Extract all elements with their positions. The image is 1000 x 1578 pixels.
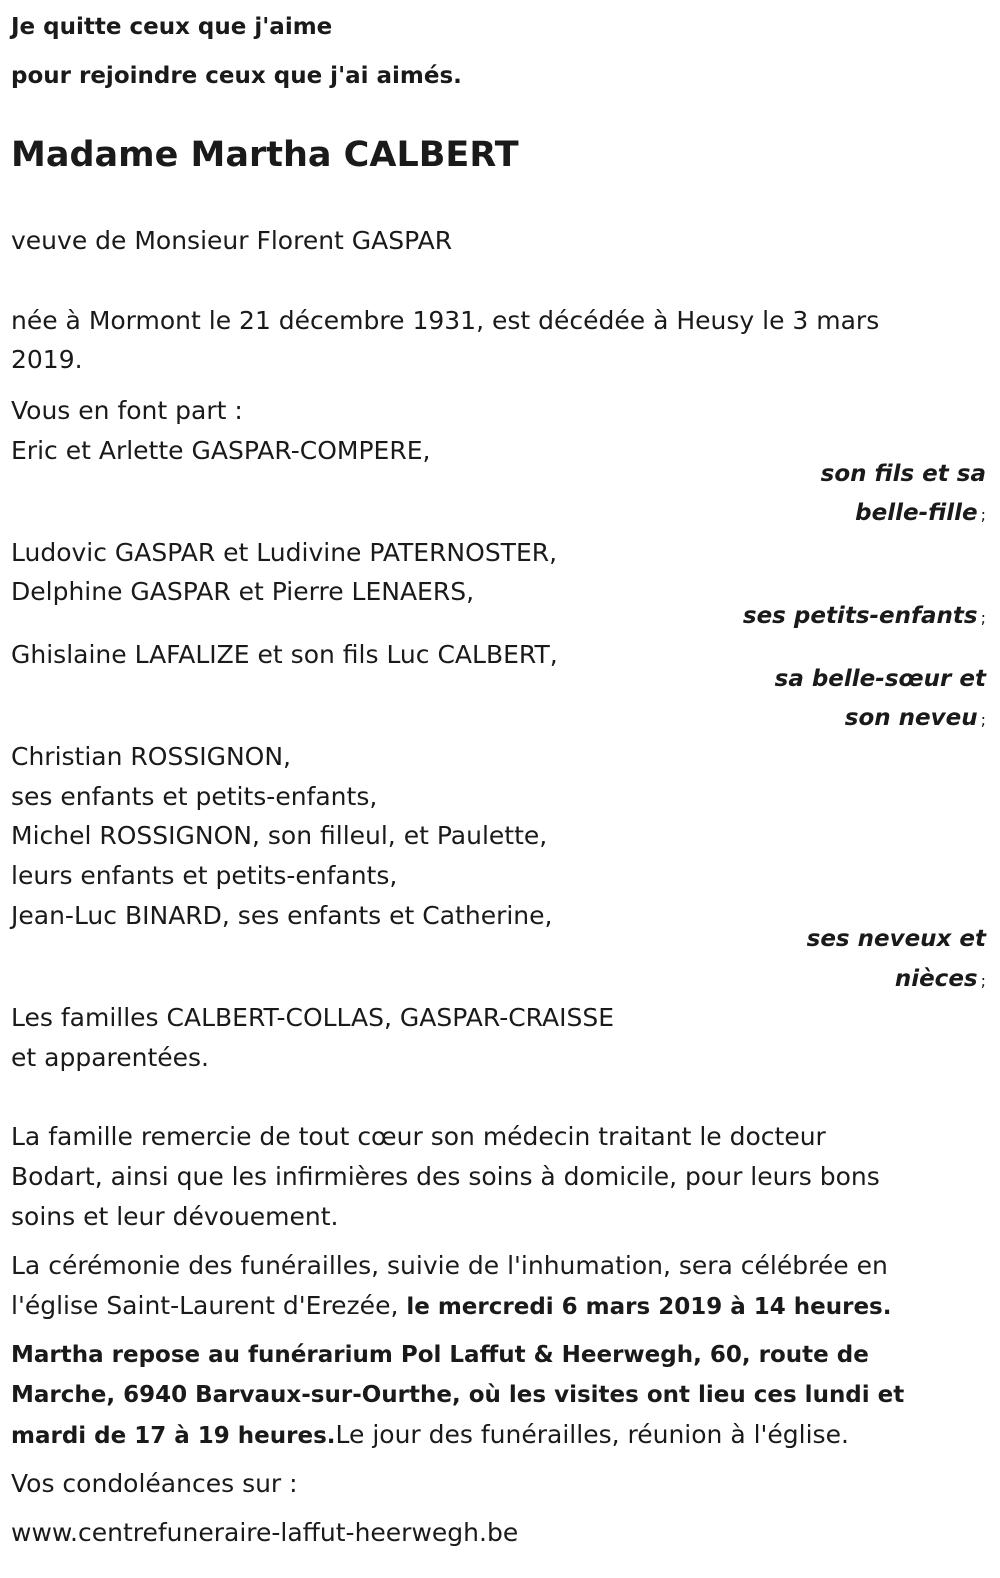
thanks-line-2: Bodart, ainsi que les infirmières des soins à domicile, pour leurs bons [11, 1162, 880, 1191]
nephews-relation-line-2 [895, 964, 986, 996]
son-names: Eric et Arlette GASPAR-COMPERE, [11, 436, 431, 465]
grandchild-names-2: Delphine GASPAR et Pierre LENAERS, [11, 577, 475, 606]
nephews-names-5: Jean-Luc BINARD, ses enfants et Catherine, [11, 901, 553, 930]
ceremony-line-1: La cérémonie des funérailles, suivie de l'inhumation, sera célébrée en [11, 1251, 888, 1280]
funeral-day-note: Le jour des funérailles, réunion à l'église. [335, 1420, 849, 1449]
grandchildren-relation [743, 601, 986, 633]
grandchild-names-1: Ludovic GASPAR et Ludivine PATERNOSTER, [11, 538, 558, 567]
thanks-line-3: soins et leur dévouement. [11, 1202, 339, 1231]
sister-in-law-relation-text: son neveu [844, 705, 978, 731]
epigraph-line-1: Je quitte ceux que j'aime [11, 14, 333, 40]
widow-of: veuve de Monsieur Florent GASPAR [11, 226, 453, 255]
visit-hours: mardi de 17 à 19 heures. [11, 1423, 336, 1449]
birth-death-line-1: née à Mormont le 21 décembre 1931, est décédée à Heusy le 3 mars [11, 306, 880, 335]
semicolon: ; [980, 710, 986, 729]
condolences-url[interactable]: www.centrefuneraire-laffut-heerwegh.be [11, 1518, 519, 1547]
ceremony-line-2 [11, 1291, 892, 1322]
thanks-line-1: La famille remercie de tout cœur son médecin traitant le docteur [11, 1122, 826, 1151]
rest-line-3 [11, 1420, 849, 1451]
condolences-label: Vos condoléances sur : [11, 1469, 298, 1498]
rest-line-2: Marche, 6940 Barvaux-sur-Ourthe, où les visites ont lieu ces lundi et [11, 1382, 905, 1408]
announce: Vous en font part : [11, 396, 243, 425]
ceremony-place: l'église Saint-Laurent d'Erezée, [11, 1291, 399, 1320]
deceased-name: Madame Martha CALBERT [11, 135, 519, 175]
sister-in-law-names: Ghislaine LAFALIZE et son fils Luc CALBERT, [11, 640, 558, 669]
nephews-names-2: ses enfants et petits-enfants, [11, 782, 378, 811]
sister-in-law-relation-line-1: sa belle-sœur et [774, 666, 986, 692]
nephews-names-1: Christian ROSSIGNON, [11, 742, 291, 771]
nephews-names-4: leurs enfants et petits-enfants, [11, 861, 398, 890]
son-relation-line-1: son fils et sa [820, 461, 986, 487]
epigraph-line-2: pour rejoindre ceux que j'ai aimés. [11, 63, 462, 89]
son-relation-text: belle-fille [855, 500, 978, 526]
nephews-names-3: Michel ROSSIGNON, son filleul, et Paulette, [11, 821, 548, 850]
birth-death-line-2: 2019. [11, 345, 83, 374]
sister-in-law-relation-line-2 [845, 703, 986, 735]
families-line-1: Les familles CALBERT-COLLAS, GASPAR-CRAISSE [11, 1003, 615, 1032]
semicolon: ; [980, 505, 986, 524]
grandchildren-relation-text: ses petits-enfants [742, 603, 978, 629]
families-line-2: et apparentées. [11, 1043, 209, 1072]
rest-line-1: Martha repose au funérarium Pol Laffut & Heerwegh, 60, route de [11, 1342, 869, 1368]
ceremony-date: le mercredi 6 mars 2019 à 14 heures. [406, 1294, 892, 1320]
semicolon: ; [980, 971, 986, 990]
semicolon: ; [980, 608, 986, 627]
son-relation-line-2 [855, 498, 986, 530]
nephews-relation-line-1: ses neveux et [806, 926, 986, 952]
nephews-relation-text: nièces [894, 966, 978, 992]
